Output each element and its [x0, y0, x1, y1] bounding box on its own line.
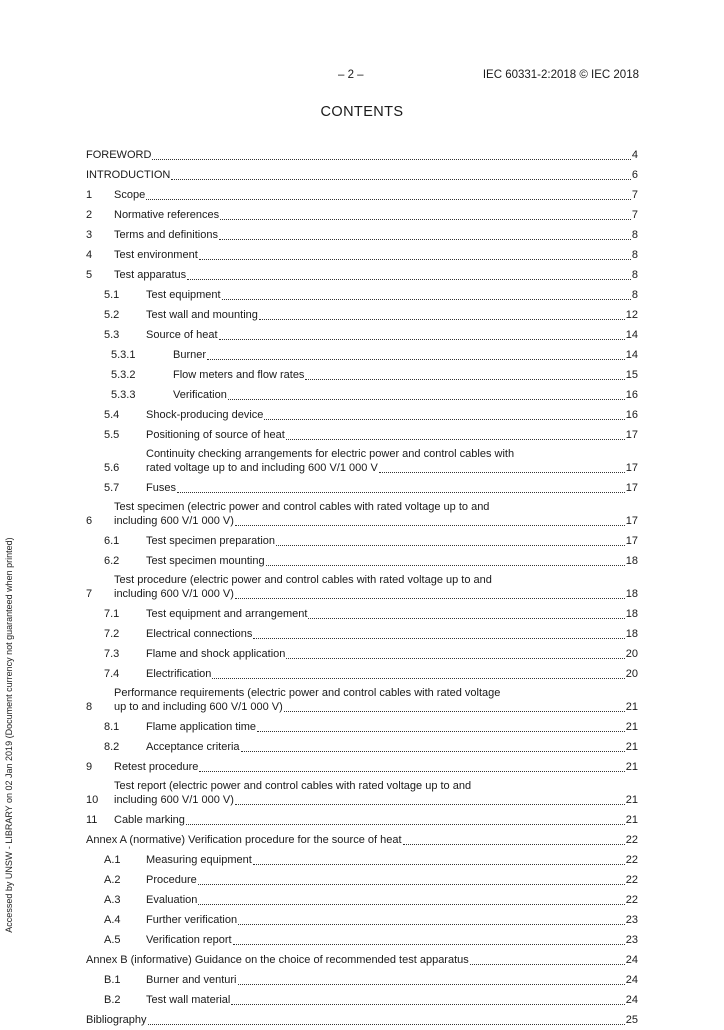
toc-entry[interactable] — [86, 571, 638, 604]
toc-entry-page: 7 — [631, 209, 638, 221]
toc-entry-number: 5.3.1 — [111, 349, 136, 361]
toc-entry-page: 17 — [625, 482, 638, 494]
toc-entry[interactable] — [86, 498, 638, 531]
toc-entry-number: A.4 — [104, 914, 121, 926]
toc-entry-number: 8.1 — [104, 721, 120, 733]
toc-entry-number: 7.1 — [104, 608, 120, 620]
toc-entry-title: Burner and venturi — [146, 974, 237, 986]
toc-entry[interactable] — [86, 890, 638, 910]
dot-leader — [198, 893, 624, 905]
toc-entry-page: 18 — [625, 555, 638, 567]
toc-entry-page: 18 — [625, 588, 638, 600]
dot-leader — [231, 993, 624, 1005]
toc-entry-number: 4 — [86, 249, 93, 261]
toc-entry-title: Test procedure (electric power and control cables with rated voltage up to and — [114, 574, 492, 586]
toc-entry[interactable] — [86, 325, 638, 345]
dot-leader — [207, 348, 625, 360]
dot-leader — [177, 481, 625, 493]
toc-entry-title: Test wall and mounting — [146, 309, 258, 321]
toc-entry[interactable] — [86, 265, 638, 285]
toc-entry[interactable] — [86, 990, 638, 1010]
toc-entry-number: 6.1 — [104, 535, 120, 547]
toc-entry-number: 7.2 — [104, 628, 120, 640]
dot-leader — [212, 667, 624, 679]
dot-leader — [146, 188, 631, 200]
toc-entry-title: Electrical connections — [146, 628, 253, 640]
toc-entry-page: 21 — [625, 761, 638, 773]
toc-entry-number: 7.3 — [104, 648, 120, 660]
toc-entry-title: Performance requirements (electric power and control cables with rated voltage — [114, 687, 501, 699]
toc-entry[interactable] — [86, 1010, 638, 1030]
toc-entry-number: B.1 — [104, 974, 121, 986]
toc-entry[interactable] — [86, 810, 638, 830]
toc-entry-number: 7.4 — [104, 668, 120, 680]
toc-entry-page: 12 — [625, 309, 638, 321]
dot-leader — [238, 913, 625, 925]
toc-entry[interactable] — [86, 604, 638, 624]
dot-leader — [379, 461, 625, 473]
toc-entry-page: 22 — [625, 874, 638, 886]
toc-entry-title: Test wall material — [146, 994, 231, 1006]
dot-leader — [233, 933, 625, 945]
toc-entry-title: Test specimen (electric power and control cables with rated voltage up to and — [114, 501, 490, 513]
access-notice-text: Accessed by UNSW - LIBRARY on 02 Jan 2019 (Document currency not guaranteed when printed) — [4, 537, 14, 933]
toc-entry-title: Electrification — [146, 668, 212, 680]
toc-entry-title: Fuses — [146, 482, 176, 494]
toc-entry[interactable] — [86, 777, 638, 810]
toc-entry[interactable] — [86, 717, 638, 737]
toc-entry-title: Further verification — [146, 914, 238, 926]
page-title: CONTENTS — [320, 104, 404, 120]
toc-entry-page: 23 — [625, 914, 638, 926]
toc-entry[interactable] — [86, 910, 638, 930]
standard-id: IEC 60331-2:2018 © IEC 2018 — [482, 69, 639, 81]
toc-entry-page: 24 — [625, 954, 638, 966]
toc-entry-number: A.3 — [104, 894, 121, 906]
toc-entry-title: Continuity checking arrangements for electric power and control cables with — [146, 448, 515, 460]
toc-entry-title: Flow meters and flow rates — [173, 369, 305, 381]
toc-entry-page: 16 — [625, 389, 638, 401]
toc-entry-title: Acceptance criteria — [146, 741, 240, 753]
toc-entry-title: Test equipment and arrangement — [146, 608, 308, 620]
toc-entry-page: 22 — [625, 854, 638, 866]
toc-entry-page: 22 — [625, 834, 638, 846]
toc-entry-title: Positioning of source of heat — [146, 429, 285, 441]
toc-entry-page: 24 — [625, 994, 638, 1006]
toc-entry-number: 7 — [86, 588, 93, 600]
toc-entry[interactable] — [86, 970, 638, 990]
dot-leader — [235, 793, 625, 805]
toc-entry-title: Source of heat — [146, 329, 218, 341]
toc-entry-number: 9 — [86, 761, 93, 773]
toc-entry-number: 5.4 — [104, 409, 120, 421]
toc-entry-number: A.2 — [104, 874, 121, 886]
dot-leader — [222, 288, 631, 300]
toc-entry-title: Flame application time — [146, 721, 257, 733]
toc-entry-number: 11 — [86, 814, 98, 826]
toc-entry-title: Annex A (normative) Verification procedure for the source of heat — [86, 834, 402, 846]
toc-entry-title: Measuring equipment — [146, 854, 252, 866]
toc-entry-title: Scope — [114, 189, 146, 201]
toc-entry[interactable] — [86, 624, 638, 644]
toc-entry-page: 16 — [625, 409, 638, 421]
toc-entry[interactable] — [86, 737, 638, 757]
dot-leader — [286, 647, 624, 659]
toc-entry[interactable] — [86, 531, 638, 551]
toc-entry-title: Evaluation — [146, 894, 198, 906]
toc-entry-number: 5.3.2 — [111, 369, 136, 381]
toc-entry-number: 5.2 — [104, 309, 120, 321]
toc-entry-title: Annex B (informative) Guidance on the choice of recommended test apparatus — [86, 954, 469, 966]
page-number: – 2 – — [338, 69, 364, 81]
table-of-contents — [86, 145, 638, 1030]
toc-entry-title: Terms and definitions — [114, 229, 218, 241]
toc-entry-number: 1 — [86, 189, 93, 201]
toc-entry[interactable] — [86, 551, 638, 571]
toc-entry-title-continued: including 600 V/1 000 V) — [114, 794, 234, 806]
toc-entry[interactable] — [86, 425, 638, 445]
toc-entry[interactable] — [86, 285, 638, 305]
dot-leader — [241, 740, 625, 752]
dot-leader — [199, 248, 631, 260]
toc-entry-title: Test apparatus — [114, 269, 187, 281]
toc-entry-title: FOREWORD — [86, 149, 152, 161]
toc-entry-page: 20 — [625, 668, 638, 680]
toc-entry-title: Flame and shock application — [146, 648, 286, 660]
toc-entry-page: 21 — [625, 794, 638, 806]
toc-entry-number: 5 — [86, 269, 93, 281]
toc-entry[interactable] — [86, 345, 638, 365]
toc-entry[interactable] — [86, 185, 638, 205]
dot-leader — [308, 607, 624, 619]
toc-entry-page: 15 — [625, 369, 638, 381]
dot-leader — [228, 388, 625, 400]
toc-entry-title: Test report (electric power and control cables with rated voltage up to and — [114, 780, 472, 792]
dot-leader — [235, 587, 625, 599]
toc-entry[interactable] — [86, 305, 638, 325]
toc-entry-page: 8 — [631, 249, 638, 261]
toc-entry-page: 20 — [625, 648, 638, 660]
toc-entry-page: 21 — [625, 741, 638, 753]
toc-entry-number: 5.3.3 — [111, 389, 136, 401]
dot-leader — [148, 1013, 625, 1025]
toc-entry-title: Cable marking — [114, 814, 185, 826]
toc-entry-page: 23 — [625, 934, 638, 946]
toc-entry-title: Procedure — [146, 874, 197, 886]
toc-entry-number: 6.2 — [104, 555, 120, 567]
toc-entry-page: 21 — [625, 814, 638, 826]
dot-leader — [276, 534, 625, 546]
dot-leader — [253, 853, 625, 865]
toc-entry[interactable] — [86, 205, 638, 225]
toc-entry-page: 8 — [631, 229, 638, 241]
toc-entry-number: 8.2 — [104, 741, 120, 753]
toc-entry-title-continued: up to and including 600 V/1 000 V) — [114, 701, 283, 713]
toc-entry-title: Shock-producing device — [146, 409, 264, 421]
toc-entry-page: 14 — [625, 349, 638, 361]
toc-entry-page: 8 — [631, 289, 638, 301]
dot-leader — [264, 408, 624, 420]
toc-entry[interactable] — [86, 684, 638, 717]
dot-leader — [284, 700, 625, 712]
dot-leader — [470, 953, 625, 965]
dot-leader — [259, 308, 625, 320]
dot-leader — [220, 208, 631, 220]
page-header — [0, 69, 724, 85]
dot-leader — [186, 813, 625, 825]
dot-leader — [198, 873, 625, 885]
toc-entry[interactable] — [86, 405, 638, 425]
toc-entry-title: Normative references — [114, 209, 220, 221]
toc-entry-number: 5.5 — [104, 429, 120, 441]
toc-entry-page: 7 — [631, 189, 638, 201]
dot-leader — [152, 148, 630, 160]
toc-entry-title: INTRODUCTION — [86, 169, 171, 181]
dot-leader — [187, 268, 631, 280]
toc-entry-title: Test specimen preparation — [146, 535, 276, 547]
toc-entry[interactable] — [86, 445, 638, 478]
toc-entry-title: Test specimen mounting — [146, 555, 265, 567]
toc-entry[interactable] — [86, 478, 638, 498]
toc-entry-title: Verification report — [146, 934, 232, 946]
toc-entry-title: Retest procedure — [114, 761, 199, 773]
toc-entry-page: 4 — [631, 149, 638, 161]
toc-entry-number: 5.7 — [104, 482, 120, 494]
toc-entry-number: 5.1 — [104, 289, 120, 301]
toc-entry-page: 17 — [625, 535, 638, 547]
dot-leader — [253, 627, 624, 639]
toc-entry-number: 6 — [86, 515, 93, 527]
toc-entry-title-continued: rated voltage up to and including 600 V/1 000 V — [146, 462, 378, 474]
toc-entry[interactable] — [86, 830, 638, 850]
toc-entry-page: 18 — [625, 628, 638, 640]
toc-entry-title-continued: including 600 V/1 000 V) — [114, 588, 234, 600]
toc-entry-page: 21 — [625, 701, 638, 713]
toc-entry[interactable] — [86, 850, 638, 870]
toc-entry-page: 21 — [625, 721, 638, 733]
dot-leader — [266, 554, 625, 566]
toc-entry-title: Burner — [173, 349, 207, 361]
toc-entry[interactable] — [86, 225, 638, 245]
toc-entry-page: 17 — [625, 429, 638, 441]
dot-leader — [257, 720, 625, 732]
toc-entry-title: Test equipment — [146, 289, 221, 301]
toc-entry[interactable] — [86, 245, 638, 265]
toc-entry[interactable] — [86, 664, 638, 684]
toc-entry[interactable] — [86, 365, 638, 385]
toc-entry-page: 24 — [625, 974, 638, 986]
dot-leader — [199, 760, 624, 772]
toc-entry-page: 22 — [625, 894, 638, 906]
dot-leader — [403, 833, 625, 845]
toc-entry-number: A.1 — [104, 854, 121, 866]
toc-entry[interactable] — [86, 930, 638, 950]
toc-entry-page: 14 — [625, 329, 638, 341]
dot-leader — [238, 973, 625, 985]
toc-entry-title: Test environment — [114, 249, 198, 261]
toc-entry-number: A.5 — [104, 934, 121, 946]
toc-entry[interactable] — [86, 870, 638, 890]
toc-entry-title: Verification — [173, 389, 227, 401]
toc-entry-page: 8 — [631, 269, 638, 281]
toc-entry-number: B.2 — [104, 994, 121, 1006]
dot-leader — [219, 328, 625, 340]
toc-entry-number: 5.6 — [104, 462, 120, 474]
toc-entry[interactable] — [86, 644, 638, 664]
dot-leader — [286, 428, 625, 440]
toc-entry-page: 17 — [625, 515, 638, 527]
toc-entry-page: 18 — [625, 608, 638, 620]
toc-entry-number: 5.3 — [104, 329, 120, 341]
toc-entry[interactable] — [86, 165, 638, 185]
toc-entry-number: 3 — [86, 229, 93, 241]
dot-leader — [171, 168, 631, 180]
toc-entry-number: 2 — [86, 209, 93, 221]
toc-entry[interactable] — [86, 385, 638, 405]
dot-leader — [235, 514, 625, 526]
dot-leader — [305, 368, 624, 380]
toc-entry-title-continued: including 600 V/1 000 V) — [114, 515, 234, 527]
toc-entry-title: Bibliography — [86, 1014, 147, 1026]
toc-entry-page: 25 — [625, 1014, 638, 1026]
toc-entry[interactable] — [86, 950, 638, 970]
toc-entry-page: 6 — [631, 169, 638, 181]
toc-entry[interactable] — [86, 145, 638, 165]
dot-leader — [219, 228, 631, 240]
toc-entry-number: 10 — [86, 794, 99, 806]
toc-entry-number: 8 — [86, 701, 93, 713]
toc-entry-page: 17 — [625, 462, 638, 474]
toc-entry[interactable] — [86, 757, 638, 777]
